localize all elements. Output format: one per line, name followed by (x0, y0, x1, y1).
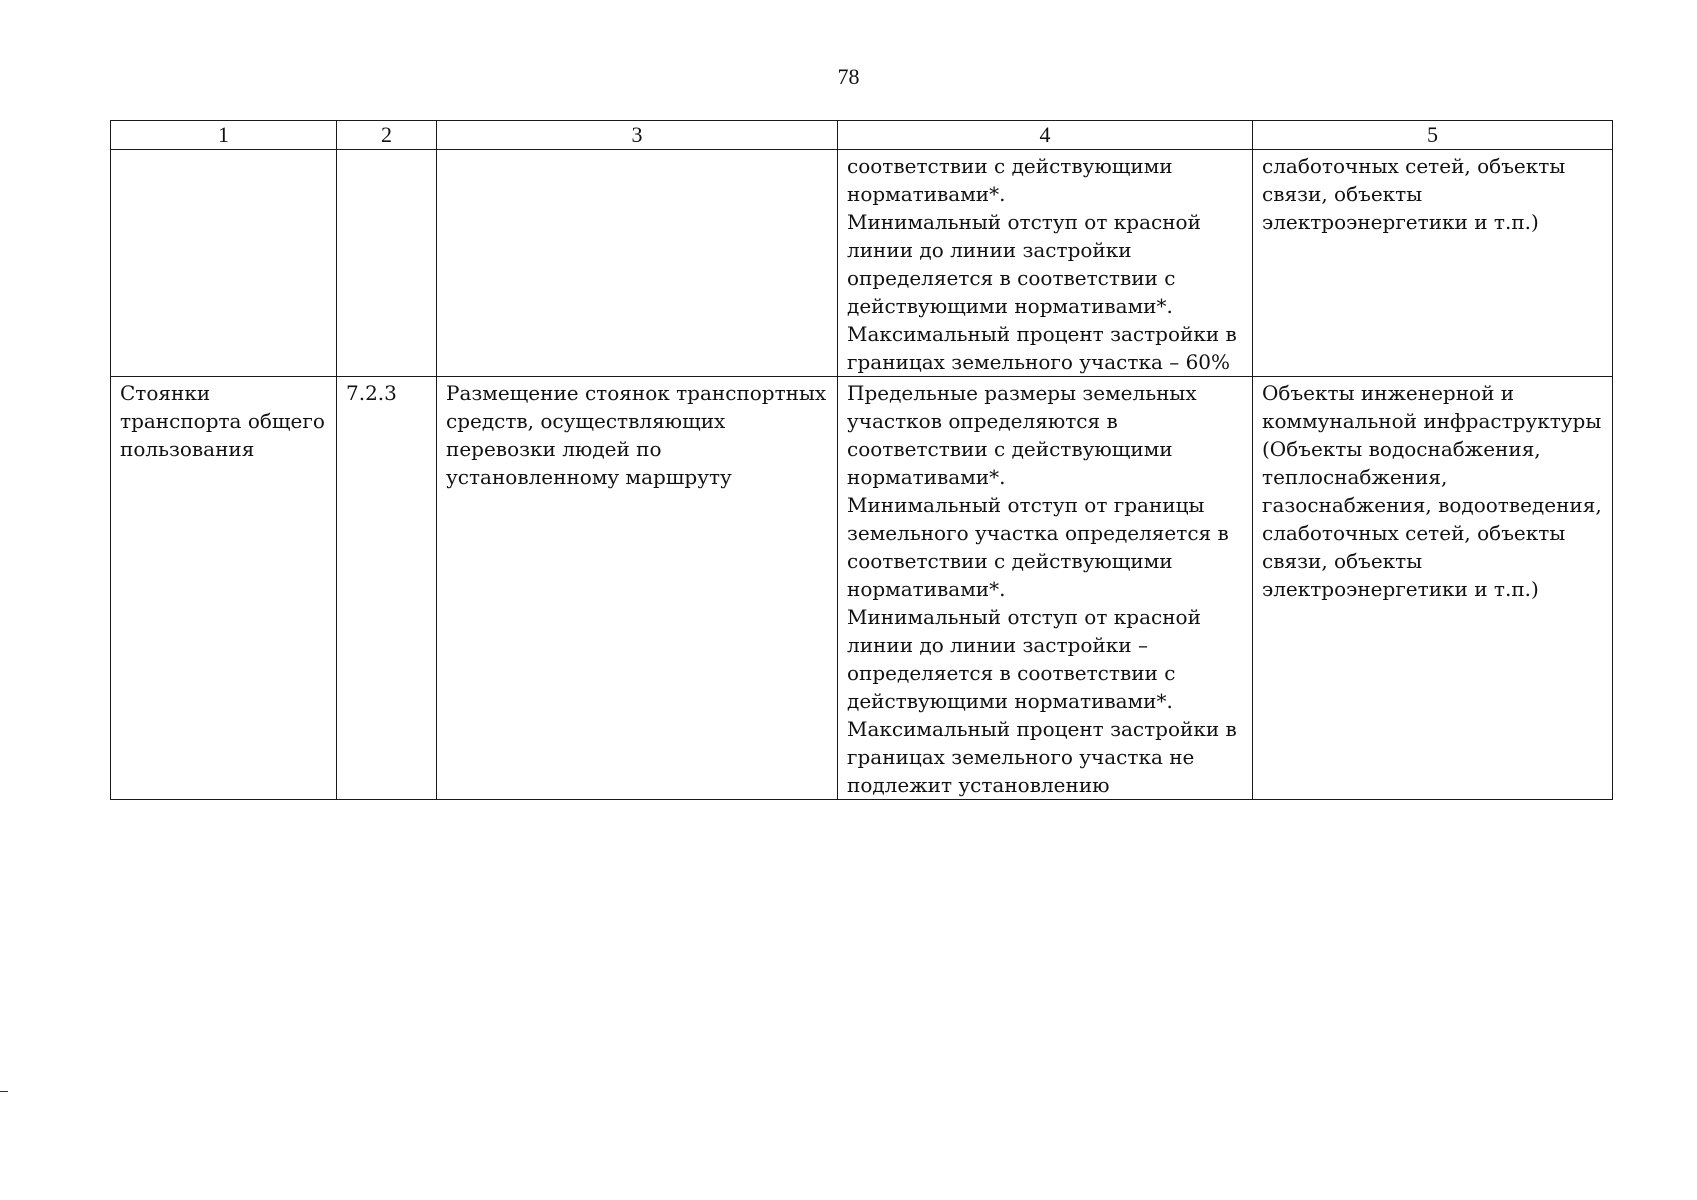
column-header-2: 2 (337, 121, 437, 150)
scan-margin-mark (0, 1091, 8, 1092)
use-description-cell (437, 150, 838, 377)
parameters-cell: Предельные размеры земельных участков определяются в соответствии с действующими нормативами*. Минимальный отступ от границы земельного участка определяется в соответствии с действующими нормативами*. Минимальный отступ от красной линии до линии застройки – определяется в соответствии с действующими нормативами*. Максимальный процент застройки в границах земельного участка не подлежит установлению (838, 377, 1253, 800)
column-header-5: 5 (1253, 121, 1613, 150)
use-code-cell (337, 150, 437, 377)
auxiliary-objects-cell: Объекты инженерной и коммунальной инфраструктуры (Объекты водоснабжения, теплоснабжения, газоснабжения, водоотведения, слаботочных сетей, объекты связи, объекты электроэнергетики и т.п.) (1253, 377, 1613, 800)
column-header-3: 3 (437, 121, 838, 150)
page-number: 78 (837, 64, 860, 89)
parameters-cell: соответствии с действующими нормативами*. Минимальный отступ от красной линии до линии застройки определяется в соответствии с действующими нормативами*. Максимальный процент застройки в границах земельного участка – 60% (838, 150, 1253, 377)
use-type-cell (111, 150, 337, 377)
use-code-cell: 7.2.3 (337, 377, 437, 800)
column-header-1: 1 (111, 121, 337, 150)
use-description-cell: Размещение стоянок транспортных средств, осуществляющих перевозки людей по установленному маршруту (437, 377, 838, 800)
table-row (111, 377, 1613, 800)
use-type-cell: Стоянки транспорта общего пользования (111, 377, 337, 800)
land-use-regulations-table (110, 120, 1613, 800)
auxiliary-objects-cell: слаботочных сетей, объекты связи, объекты электроэнергетики и т.п.) (1253, 150, 1613, 377)
table-header-row (111, 121, 1613, 150)
column-header-4: 4 (838, 121, 1253, 150)
table-row (111, 150, 1613, 377)
